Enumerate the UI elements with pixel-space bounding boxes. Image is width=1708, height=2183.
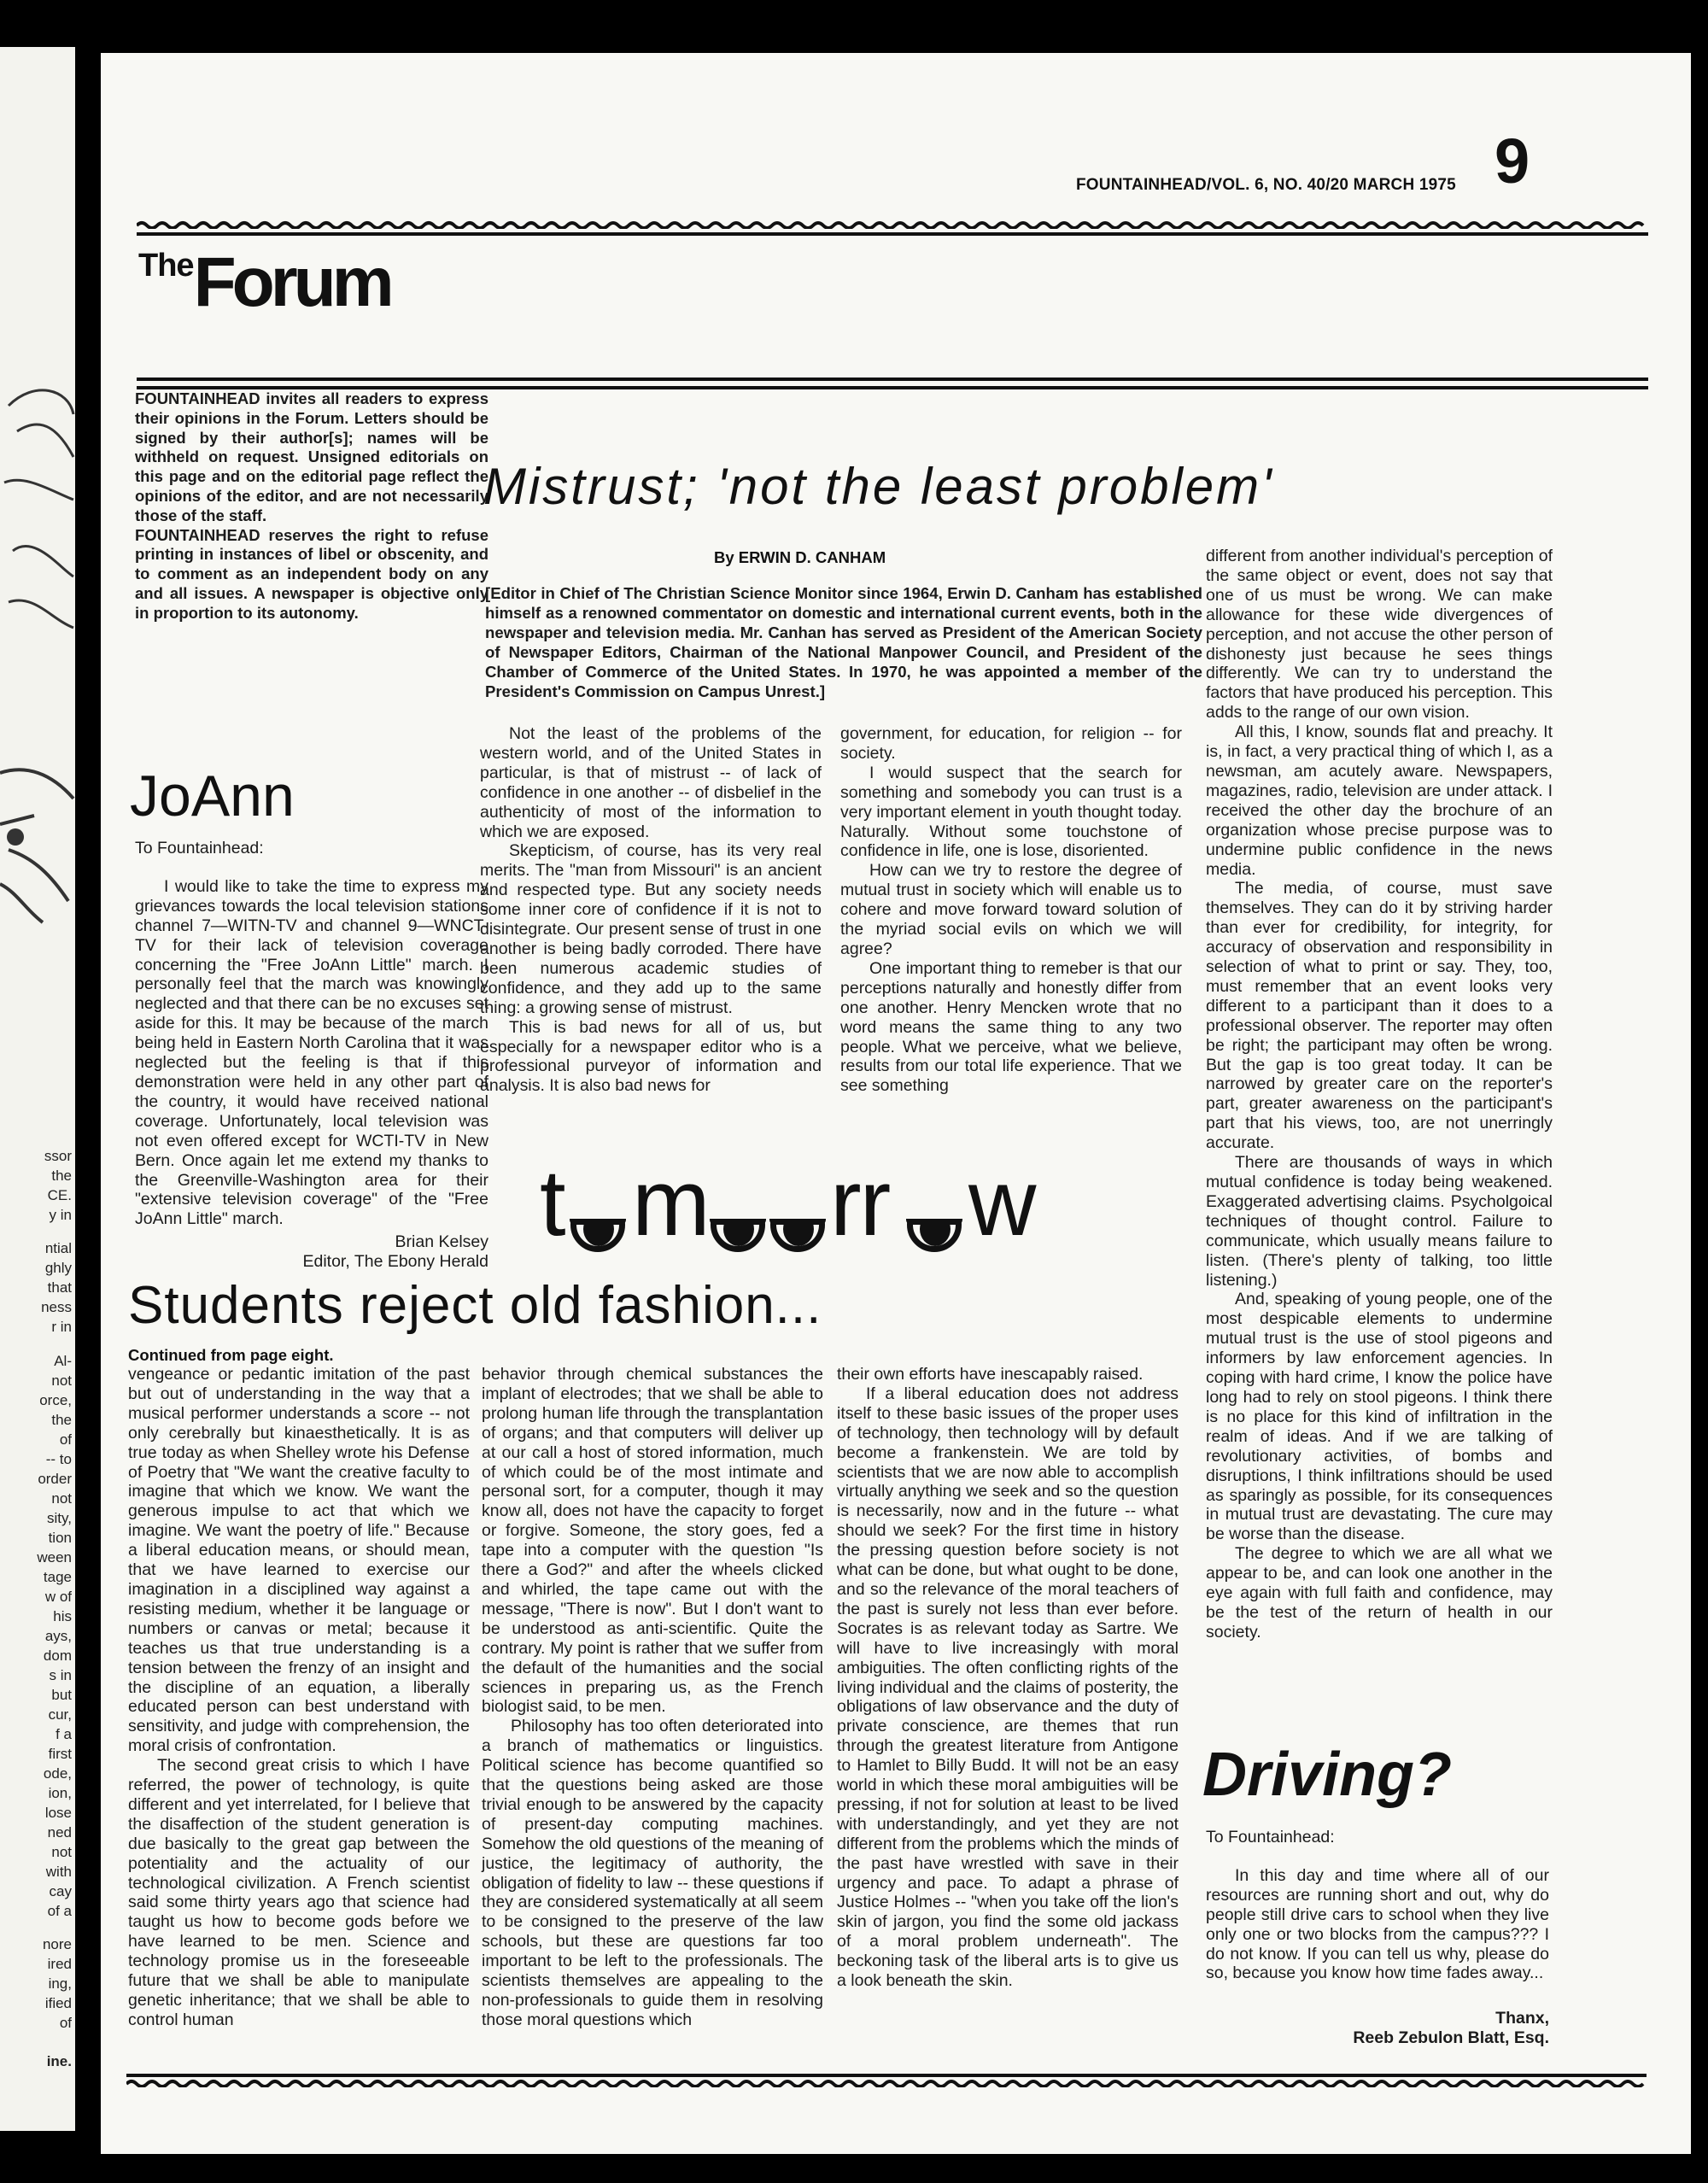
sketch-face-icon [0, 756, 75, 927]
fragment: that [47, 1279, 72, 1296]
driving-headline: Driving? [1202, 1741, 1453, 1809]
joann-signature-name: Brian Kelsey [395, 1232, 488, 1252]
students-paragraph: If a liberal education does not address itself to these basic issues of the proper uses of technology, then technology will by default become a frankenstein. We are told by scientists that we are now able to accomplish virtually anything we seek and so the question is necessarily, now and in the future -- what should we seek? For the first time in history the pressing question before society is not what can be done, but what ought to be done, and so the relevance of the moral teachers of the past is surely not less than ever before. Socrates is as relevant today as Sartre. We will have to live increasingly with moral ambiguities. The often conflicting rights of the living individual and the claims of posterity, the obligations of law observance and the duty of private conscience, are themes that run through the greatest literature from Antigone to Hamlet to Billy Budd. It will not be an easy world in which these moral ambiguities will be pressing, if not for solution at least to be lived with understandingly, and yet they are not different from the problems which the minds of the past have wrestled with save in their urgency and pace. To adapt a phrase of Justice Holmes -- "when you take off the lion's skin of jargon, you find the some old jackass of a moral problem underneath". The beckoning task of the liberal arts is to give us a look beneath the skin. [837, 1384, 1179, 1991]
fragment: not [51, 1490, 72, 1507]
joann-body: I would like to take the time to express my grievances towards the local television stations channel 7—WITN-TV and channel 9—WNCT-TV for their lack of television coverage concerning the "Free JoAnn Little" march. I personally feel that the march was knowingly neglected and that there can be no excuses set aside for this. It may be because of the march being held in Eastern North Carolina that it was neglected but the feeling is that if this demonstration were held in any other part of the country, it would have received national coverage. Unfortunately, local television was not even offered except for WCTI-TV in New Bern. Once again let me extend my thanks to the Greenville-Washington area for their "extensive television coverage" of the "Free JoAnn Little" march. [135, 876, 488, 1229]
tomorrow-logo [540, 1150, 1189, 1283]
fragment: tion [48, 1530, 72, 1546]
fragment: tage [43, 1569, 72, 1585]
fragment: s in [49, 1667, 72, 1683]
fragment: -- to [45, 1451, 72, 1467]
students-paragraph: behavior through chemical substances the implant of electrodes; that we shall be able to prolong human life through the transplantation of organs; and that computers will deliver up at our call a host of stored information, much of which could be of the most intimate and personal sort, for a computer, though it may know all, does not have the capacity to forget or forgive. Someone, the story goes, fed a tape into a computer with the question "Is there a God?" and after the wheels clicked and whirled, the tape came out with the message, "There is now". But I don't want to be understood as anti-scientific. Quite the contrary. My point is rather that we suffer from the default of the humanities and the social sciences in preparing us, as the French biologist said, to be men. [482, 1365, 823, 1717]
fragment: the [51, 1412, 72, 1428]
mistrust-paragraph: different from another individual's perception of the same object or event, does not say that one of us must be wrong. We can make allowance for these wide divergences of perception, and not accuse the other person of dishonesty just because he sees things differently. We can try to understand the factors that have produced his perception. This adds to the range of our own vision. [1206, 547, 1553, 723]
mistrust-column-3 [1206, 547, 1553, 1642]
fragment: nore [42, 1936, 72, 1952]
students-column-1 [128, 1365, 470, 2030]
mistrust-paragraph: How can we try to restore the degree of mutual trust in society which will enable us to cohere and move forward toward solution of the myriad social evils on which we will agree? [840, 861, 1182, 958]
policy-paragraph-1: FOUNTAINHEAD invites all readers to express their opinions in the Forum. Letters should be signed by their author[s]; names will be withheld on request. Unsigned editorials on this page and on the editorial page reflect the opinions of the editor, and are not necessarily those of the staff. [135, 389, 488, 524]
students-column-3 [837, 1365, 1179, 1991]
fragment: ned [47, 1824, 72, 1841]
fragment: ssor [44, 1148, 72, 1164]
fragment: orce, [39, 1392, 72, 1408]
section-title-the: The [138, 248, 194, 284]
fragment: of [59, 2015, 72, 2031]
mistrust-paragraph: And, speaking of young people, one of the most despicable elements to undermine mutual trust is the use of stool pigeons and informers by law enforcement agencies. In coping with hard crime, I know the police have long had to rely on stool pigeons. I think there is no place for this kind of infiltration in the realm of ideas. And if we are talking of revolutionary activities, of bombs and disruptions, I think infiltrations should be used as sparingly as possible, for its consequences in mutual trust are devastating. The cure may be worse than the disease. [1206, 1290, 1553, 1544]
eye-icon [907, 1197, 962, 1252]
previous-page-edge [0, 47, 75, 2131]
bottom-wavy-rule [126, 2079, 1647, 2087]
students-column-2 [482, 1365, 823, 2030]
mistrust-paragraph: The degree to which we are all what we appear to be, and can look one another in the eye again with full faith and confidence, may be the test of the return of health in our society. [1206, 1544, 1553, 1642]
eye-icon [711, 1197, 765, 1252]
top-rule [137, 232, 1648, 236]
joann-headline: JoAnn [130, 764, 295, 828]
mistrust-paragraph: Not the least of the problems of the western world, and of the United States in particular, is that of mistrust -- of lack of confidence in one another -- of disbelief in the authenticity of most of the information to which we are exposed. [480, 724, 822, 841]
students-paragraph: Philosophy has too often deteriorated into a branch of mathematics or linguistics. Political science has become quantified so that the questions being asked are those trivial enough to be answered by the capacity of present-day computing machines. Somehow the old questions of the meaning of justice, the legitimacy of authority, the obligation of fidelity to law -- these questions if they are considered systematically at all seem to be consigned to the preserve of the law schools, but these are questions far too important to be left to the professionals. The scientists themselves are appealing to the non-professionals to guide them in resolving those moral questions which [482, 1717, 823, 2029]
mistrust-column-2 [840, 724, 1182, 1096]
mistrust-editor-note [485, 584, 1202, 701]
driving-letter [1206, 1828, 1549, 2048]
section-title-forum: Forum [193, 243, 390, 321]
sketch-illustration-icon [0, 380, 75, 636]
fragment: his [53, 1608, 72, 1624]
students-continued: Continued from page eight. [128, 1346, 334, 1364]
section-title [138, 243, 390, 321]
fragment: ion, [48, 1785, 72, 1801]
joann-letter [135, 839, 488, 1272]
fragment: CE. [47, 1187, 72, 1203]
fragment: of a [47, 1903, 72, 1919]
fragment: the [51, 1168, 72, 1184]
mistrust-paragraph: Skepticism, of course, has its very real merits. The "man from Missouri" is an ancient and respected type. But any society needs some inner core of confidence if it is not to disintegrate. Our present sense of trust in one another is being badly corroded. There have been numerous academic studies of confidence, and they add up to the same thing: a growing sense of mistrust. [480, 841, 822, 1017]
driving-closing: Thanx, [1495, 2009, 1549, 2028]
fragment: r in [51, 1319, 72, 1335]
driving-salutation: To Fountainhead: [1206, 1828, 1335, 1846]
fragment: ness [41, 1299, 72, 1315]
eye-icon [570, 1197, 625, 1252]
fragment: not [51, 1844, 72, 1860]
mistrust-byline: By ERWIN D. CANHAM [714, 548, 886, 566]
joann-salutation: To Fountainhead: [135, 839, 264, 857]
students-paragraph: The second great crisis to which I have referred, the power of technology, is quite different and yet interrelated, for I believe that the disaffection of the student generation is due basically to the great gap between the potentiality and the actuality of our technological civilization. A French scientist said some thirty years ago that science had taught us how to become gods before we have learned to be men. Science and technology promise us in the foreseeable future that we shall be able to manipulate genetic inheritance; that we shall be able to control human [128, 1756, 470, 2029]
fragment: cur, [48, 1706, 72, 1723]
eye-icon [770, 1197, 825, 1252]
fragment: lose [44, 1805, 72, 1821]
fragment: cay [49, 1883, 72, 1899]
newspaper-page [101, 53, 1691, 2154]
fragment: ode, [43, 1765, 72, 1782]
fragment: ing, [48, 1975, 72, 1992]
logo-letter: w [968, 1150, 1035, 1255]
policy-paragraph-2: FOUNTAINHEAD reserves the right to refuse printing in instances of libel or obscenity, and to comment as an independent body on any and all issues. A newspaper is objective only in proportion to its autonomy. [135, 525, 488, 622]
fragment: of [59, 1431, 72, 1448]
top-wavy-rule [137, 220, 1648, 229]
logo-letter: m [632, 1150, 709, 1255]
mistrust-paragraph: government, for education, for religion -- for society. [840, 724, 1182, 763]
driving-body: In this day and time where all of our resources are running short and out, why do people still drive cars to school when they live only one or two blocks from the campus??? I do not know. If you can tell us why, please do so, because you know how time fades away... [1206, 1865, 1549, 1983]
page-number: 9 [1494, 126, 1530, 196]
fragment: ine. [46, 2053, 72, 2069]
mistrust-paragraph: One important thing to remeber is that our perceptions naturally and honestly differ from one another. Henry Mencken wrote that no word means the same thing to any two people. What we perceive, what we believe, results from our total life experience. That we see something [840, 958, 1182, 1096]
masthead-folio: FOUNTAINHEAD/VOL. 6, NO. 40/20 MARCH 1975 [1076, 176, 1456, 194]
bottom-rule [126, 2074, 1647, 2077]
students-paragraph: vengeance or pedantic imitation of the past but out of understanding in the way that a musical performer understands a score -- not only cerebrally but kinaesthetically. It is as true today as when Shelley wrote his Defense of Poetry that "We want the creative faculty to imagine that which we know. We want the generous impulse to act that which we imagine. We want the poetry of life." Because a liberal education means, or should mean, that we have learned to exercise our imagination in a disciplined way against a resisting medium, whether it be language or numbers or canvas or metal; because it teaches us that true understanding is a tension between the frenzy of an insight and the discipline of an equation, a liberally educated person can best understand with sensitivity, and judge with comprehension, the moral crisis of confrontation. [128, 1365, 470, 1756]
fragment: but [51, 1687, 72, 1703]
fragment: f a [56, 1726, 72, 1742]
mistrust-headline: Mistrust; 'not the least problem' [483, 458, 1274, 515]
fragment: ified [44, 1995, 72, 2011]
forum-policy [135, 389, 488, 623]
students-headline: Students reject old fashion... [128, 1276, 822, 1335]
fragment: Al- [54, 1353, 72, 1369]
fragment: first [48, 1746, 72, 1762]
fragment: not [51, 1372, 72, 1389]
section-rule-1 [137, 377, 1648, 381]
fragment: ired [47, 1956, 72, 1972]
fragment: ween [37, 1549, 72, 1566]
students-paragraph: their own efforts have inescapably raised. [837, 1365, 1144, 1384]
logo-letter: t [540, 1150, 564, 1255]
joann-signature-title: Editor, The Ebony Herald [302, 1252, 488, 1272]
mistrust-paragraph: The media, of course, must save themselves. They can do it by striving harder than ever for credibility, for integrity, for accuracy of observation and responsibility in selection of what to print or say. They, too, must remember that an event looks very different to a participant than it does to a professional observer. The reporter may often be right; the participant may often be wrong. But the gap is too great today. It can be narrowed by greater care on the reporter's part, greater awareness on the participant's part that his views, too, are not unerringly accurate. [1206, 879, 1553, 1153]
mistrust-paragraph: All this, I know, sounds flat and preachy. It is, in fact, a very practical thing of which I, as a newsman, am acutely aware. Newspapers, magazines, radio, television are under attack. I received the other day the brochure of an organization whose precise purpose was to undermine public confidence in the news media. [1206, 723, 1553, 879]
logo-letter: rr [830, 1150, 890, 1255]
fragment: y in [49, 1207, 72, 1223]
driving-signature: Reeb Zebulon Blatt, Esq. [1353, 2028, 1549, 2048]
fragment: ntial [44, 1240, 72, 1256]
mistrust-paragraph: I would suspect that the search for something and somebody you can trust is a very important element in youth thought today. Naturally. Without some touchstone of confidence in life, one is lose, disoriented. [840, 763, 1182, 861]
fragment: w of [44, 1589, 72, 1605]
mistrust-paragraph: There are thousands of ways in which mutual confidence is today being weakened. Exaggerated advertising claims. Psycholgoical techniques of thought control. Failure to communicate, which usually means failure to listen. (There's plenty of talking, too little listening.) [1206, 1153, 1553, 1290]
editor-note-text: [Editor in Chief of The Christian Science Monitor since 1964, Erwin D. Canham has established himself as a renowned commentator on domestic and international current events, both in the newspaper and television media. Mr. Canhan has served as President of the American Society of Newspaper Editors, Chairman of the National Manpower Council, and President of the Chamber of Commerce of the United States. In 1970, he was appointed a member of the President's Commission on Campus Unrest.] [485, 584, 1202, 700]
fragment: sity, [47, 1510, 72, 1526]
fragment: with [45, 1864, 72, 1880]
fragment: ays, [44, 1628, 72, 1644]
mistrust-paragraph: This is bad news for all of us, but especially for a newspaper editor who is a professional purveyor of information and analysis. It is also bad news for [480, 1017, 822, 1096]
fragment: ghly [44, 1260, 72, 1276]
fragment: dom [43, 1647, 72, 1664]
fragment: order [38, 1471, 72, 1487]
mistrust-column-1 [480, 724, 822, 1096]
